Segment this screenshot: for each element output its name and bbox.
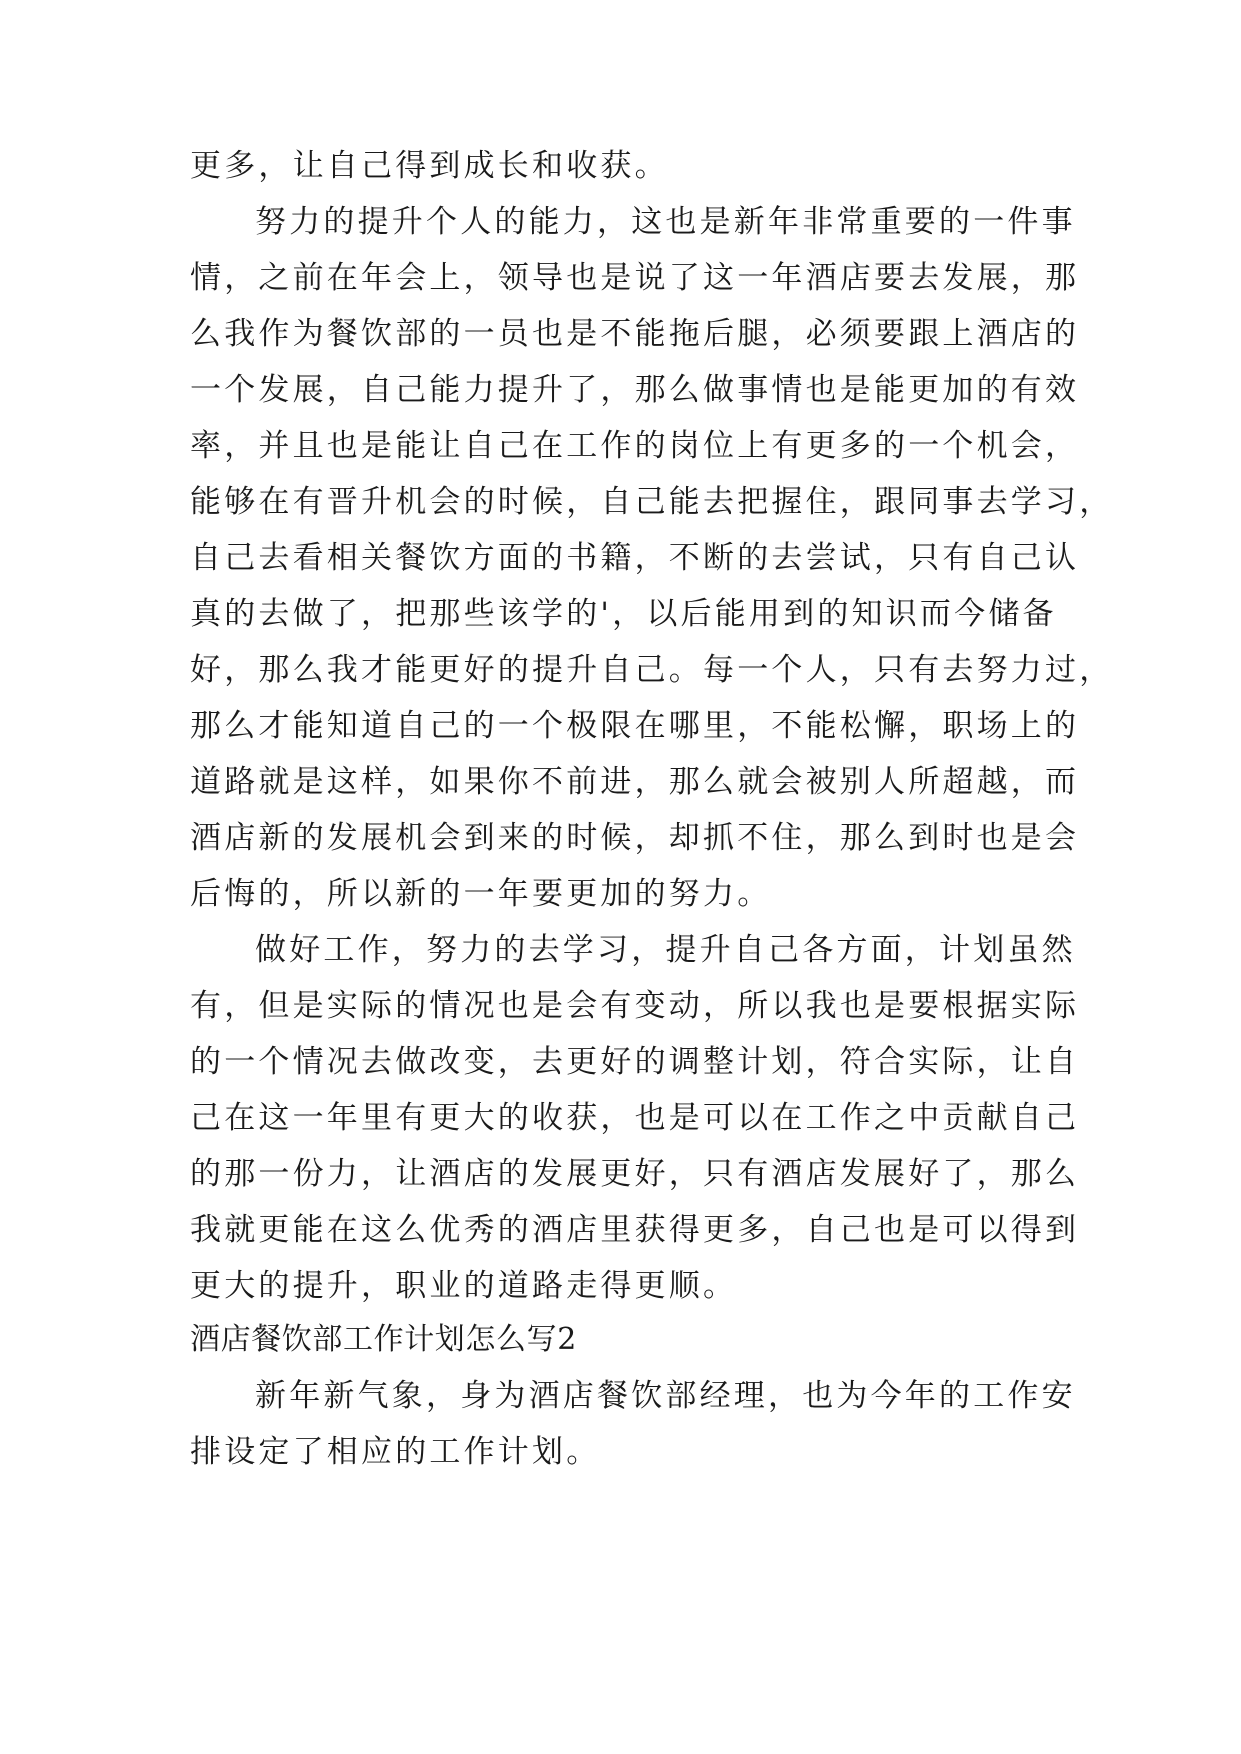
text-line: 情，之前在年会上，领导也是说了这一年酒店要去发展，那 xyxy=(190,260,1080,296)
text-line: 能够在有晋升机会的时候，自己能去把握住，跟同事去学习， xyxy=(190,484,1114,520)
text-line: 真的去做了，把那些该学的'，以后能用到的知识而今储备 xyxy=(190,596,1057,632)
text-line: 己在这一年里有更大的收获，也是可以在工作之中贡献自己 xyxy=(190,1100,1080,1136)
text-line: 更多，让自己得到成长和收获。 xyxy=(190,148,669,184)
text-line: 更大的提升，职业的道路走得更顺。 xyxy=(190,1268,738,1304)
text-line: 排设定了相应的工作计划。 xyxy=(190,1434,601,1470)
text-line: 那么才能知道自己的一个极限在哪里，不能松懈，职场上的 xyxy=(190,708,1080,744)
text-line: 一个发展，自己能力提升了，那么做事情也是能更加的有效 xyxy=(190,372,1080,408)
paragraph-first-line: 努力的提升个人的能力，这也是新年非常重要的一件事 xyxy=(255,204,1076,240)
text-line: 的那一份力，让酒店的发展更好，只有酒店发展好了，那么 xyxy=(190,1156,1080,1192)
text-line: 的一个情况去做改变，去更好的调整计划，符合实际，让自 xyxy=(190,1044,1080,1080)
text-line: 么我作为餐饮部的一员也是不能拖后腿，必须要跟上酒店的 xyxy=(190,316,1080,352)
text-line: 自己去看相关餐饮方面的书籍，不断的去尝试，只有自己认 xyxy=(190,540,1080,576)
paragraph-first-line: 做好工作，努力的去学习，提升自己各方面，计划虽然 xyxy=(255,932,1076,968)
text-line: 道路就是这样，如果你不前进，那么就会被别人所超越，而 xyxy=(190,764,1080,800)
text-line: 后悔的，所以新的一年要更加的努力。 xyxy=(190,876,772,912)
section-heading: 酒店餐饮部工作计划怎么写2 xyxy=(190,1322,577,1357)
text-line: 率，并且也是能让自己在工作的岗位上有更多的一个机会， xyxy=(190,428,1080,464)
text-line: 我就更能在这么优秀的酒店里获得更多，自己也是可以得到 xyxy=(190,1212,1080,1248)
text-line: 好，那么我才能更好的提升自己。每一个人，只有去努力过， xyxy=(190,652,1114,688)
text-line: 酒店新的发展机会到来的时候，却抓不住，那么到时也是会 xyxy=(190,820,1080,856)
text-line: 有，但是实际的情况也是会有变动，所以我也是要根据实际 xyxy=(190,988,1080,1024)
paragraph-first-line: 新年新气象，身为酒店餐饮部经理，也为今年的工作安 xyxy=(255,1378,1076,1414)
